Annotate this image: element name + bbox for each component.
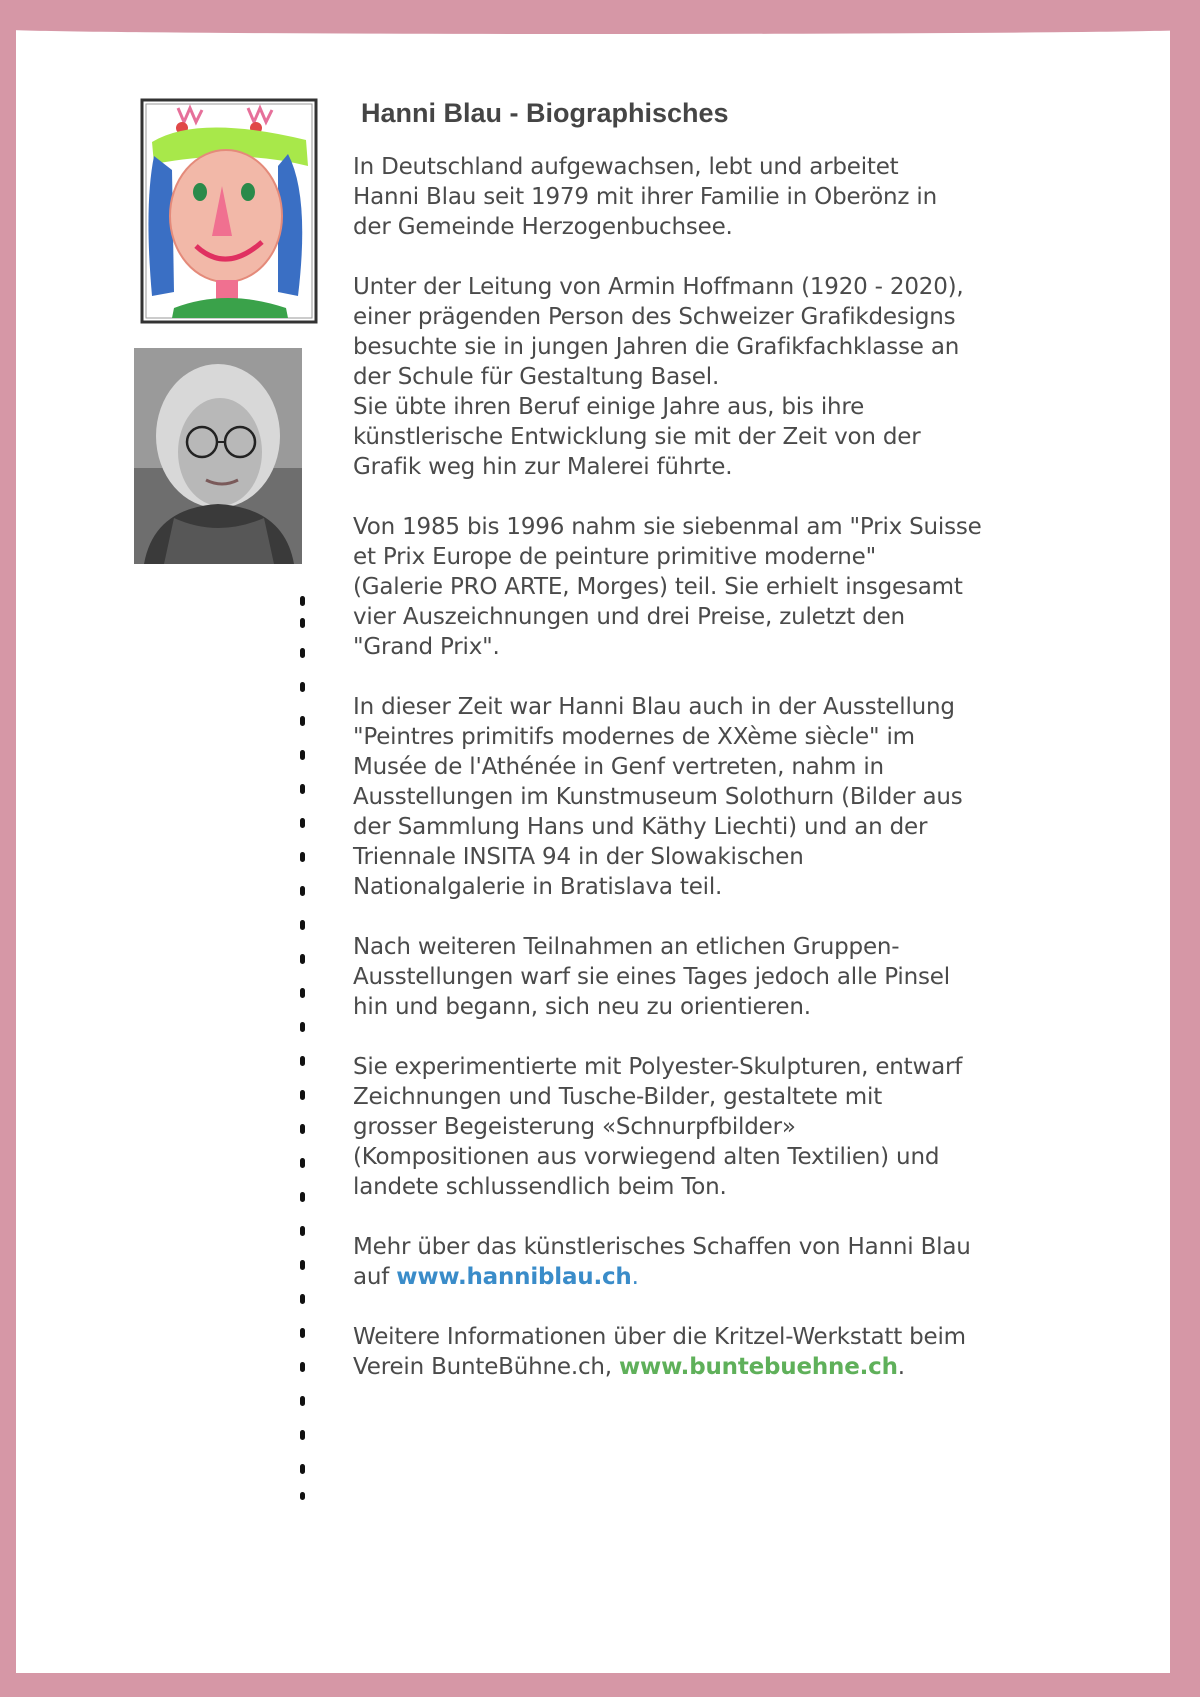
page-title: Hanni Blau - Biographisches	[361, 98, 729, 128]
text-line: Triennale INSITA 94 in der Slowakischen	[353, 844, 804, 870]
text-line: (Kompositionen aus vorwiegend alten Textilien) und	[353, 1144, 940, 1170]
link-prefix: auf	[353, 1264, 397, 1290]
text-line: "Peintres primitifs modernes de XXème siècle" im	[353, 724, 915, 750]
text-line: Grafik weg hin zur Malerei führte.	[353, 454, 733, 480]
biography-content	[353, 95, 1113, 1412]
text-line: künstlerische Entwicklung sie mit der Zeit von der	[353, 424, 921, 450]
text-line: der Schule für Gestaltung Basel.	[353, 364, 720, 390]
link-suffix: .	[897, 1354, 905, 1380]
bio-paragraph	[353, 932, 1113, 1022]
text-line: Hanni Blau seit 1979 mit ihrer Familie in Oberönz in	[353, 184, 937, 210]
link-suffix: .	[631, 1264, 639, 1290]
bio-paragraph	[353, 152, 1113, 242]
text-line: "Grand Prix".	[353, 634, 500, 660]
text-line: Von 1985 bis 1996 nahm sie siebenmal am "Prix Suisse	[353, 514, 982, 540]
buntebuehne-link[interactable]: www.buntebuehne.ch	[619, 1354, 898, 1380]
link-prefix: Verein BunteBühne.ch,	[353, 1354, 619, 1380]
text-line: In dieser Zeit war Hanni Blau auch in der Ausstellung	[353, 694, 955, 720]
dotted-divider	[297, 596, 307, 1506]
portrait-photo	[134, 348, 302, 564]
frame-top-border	[0, 0, 1200, 28]
bio-paragraph	[353, 512, 1113, 662]
frame-right-border	[1170, 0, 1200, 1697]
hanniblau-link[interactable]: www.hanniblau.ch	[396, 1264, 632, 1290]
text-line: vier Auszeichnungen und drei Preise, zuletzt den	[353, 604, 905, 630]
text-line: Zeichnungen und Tusche-Bilder, gestaltete mit	[353, 1084, 883, 1110]
text-line: Nationalgalerie in Bratislava teil.	[353, 874, 723, 900]
text-line: Weitere Informationen über die Kritzel-Werkstatt beim	[353, 1324, 966, 1350]
text-line: In Deutschland aufgewachsen, lebt und arbeitet	[353, 154, 899, 180]
text-line: besuchte sie in jungen Jahren die Grafikfachklasse an	[353, 334, 960, 360]
text-line: hin und begann, sich neu zu orientieren.	[353, 994, 811, 1020]
more-info-paragraph	[353, 1232, 1113, 1292]
text-line: Ausstellungen im Kunstmuseum Solothurn (Bilder aus	[353, 784, 963, 810]
text-line	[353, 1262, 1113, 1292]
text-line: Sie experimentierte mit Polyester-Skulpturen, entwarf	[353, 1054, 963, 1080]
text-line: Unter der Leitung von Armin Hoffmann (1920 - 2020),	[353, 274, 964, 300]
text-line: Ausstellungen warf sie eines Tages jedoch alle Pinsel	[353, 964, 950, 990]
frame-bottom-border	[0, 1673, 1200, 1697]
bio-paragraph	[353, 272, 1113, 482]
text-line: einer prägenden Person des Schweizer Grafikdesigns	[353, 304, 956, 330]
text-line: Musée de l'Athénée in Genf vertreten, nahm in	[353, 754, 884, 780]
text-line: Sie übte ihren Beruf einige Jahre aus, bis ihre	[353, 394, 865, 420]
text-line: grosser Begeisterung «Schnurpfbilder»	[353, 1114, 796, 1140]
text-line: der Sammlung Hans und Käthy Liechti) und an der	[353, 814, 928, 840]
child-drawing-image	[138, 96, 320, 328]
text-line: (Galerie PRO ARTE, Morges) teil. Sie erhielt insgesamt	[353, 574, 963, 600]
text-line	[353, 1352, 1113, 1382]
bio-paragraph	[353, 692, 1113, 902]
further-info-paragraph	[353, 1322, 1113, 1382]
text-line: der Gemeinde Herzogenbuchsee.	[353, 214, 733, 240]
bio-paragraph	[353, 1052, 1113, 1202]
frame-left-border	[0, 0, 16, 1697]
text-line: et Prix Europe de peinture primitive moderne"	[353, 544, 876, 570]
text-line: Mehr über das künstlerisches Schaffen von Hanni Blau	[353, 1234, 971, 1260]
text-line: Nach weiteren Teilnahmen an etlichen Gruppen-	[353, 934, 900, 960]
text-line: landete schlussendlich beim Ton.	[353, 1174, 727, 1200]
